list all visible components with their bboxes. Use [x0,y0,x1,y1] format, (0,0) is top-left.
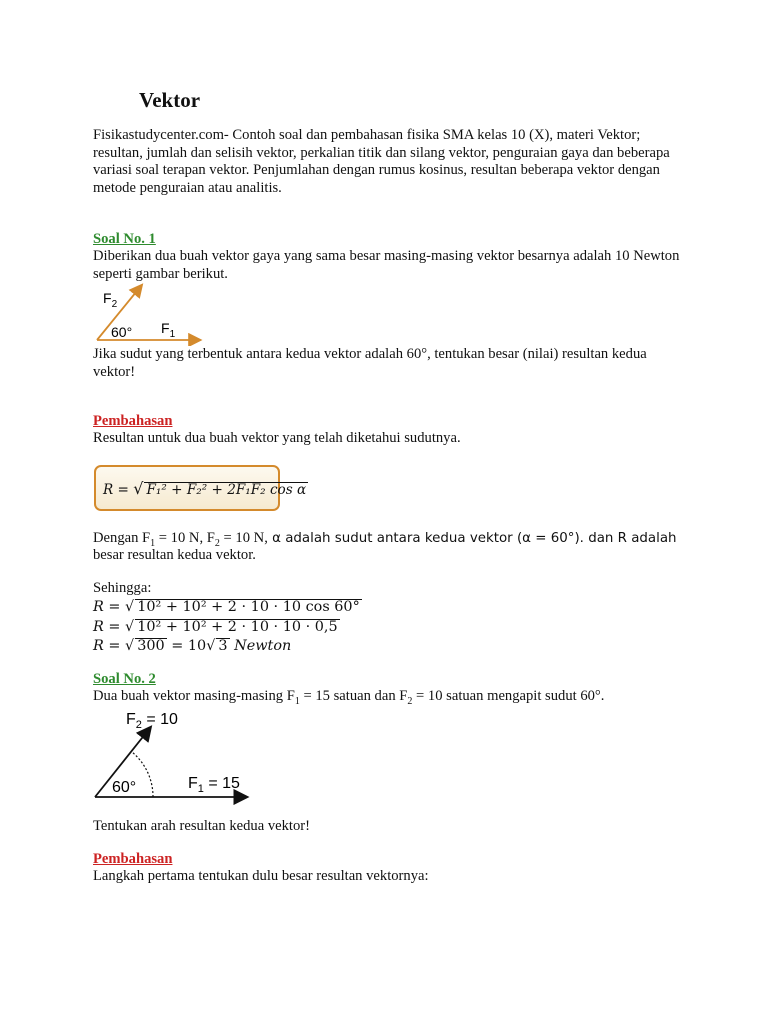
sehingga-label: Sehingga: [93,580,152,596]
calc-line-3: R = √ 300 = 10√ 3 Newton [93,638,292,654]
soal-2-vector-diagram [92,706,262,806]
calc-line-2: R = √ 10² + 10² + 2 · 10 · 10 · 0,5 [93,619,338,635]
angle-label: 60° [112,779,137,796]
f1-label: $F_1 = 15$ [188,775,240,795]
calc-line-1: R = √ 10² + 10² + 2 · 10 · 10 cos 60° [93,599,360,615]
f2-label: $F_2 = 10$ [126,711,178,731]
soal-2-heading: Soal No. 2 [93,671,156,687]
given-values-line: Dengan $F_1 = 10$ N, $F_2 = 10$ N, α adalah sudut antara kedua vektor (α = 60°). dan R adalah [93,530,677,549]
resultant-formula-box [94,465,307,511]
pembahasan-2-text: Langkah pertama tentukan dulu besar resultan vektornya: [93,868,429,884]
soal-1-text: Diberikan dua buah vektor gaya yang sama besar masing-masing vektor besarnya adalah 10 Newton seperti gambar berikut. [93,248,680,282]
resultant-formula: R = √ F₁² + F₂² + 2F₁F₂ cos α [103,479,307,498]
soal-1-heading: Soal No. 1 [93,231,156,247]
pembahasan-1-text: Resultan untuk dua buah vektor yang telah diketahui sudutnya. [93,430,461,446]
pembahasan-1-heading: Pembahasan [93,413,173,429]
given-values-line-2: besar resultan kedua vektor. [93,547,256,563]
intro-paragraph: Fisikastudycenter.com- Contoh soal dan pembahasan fisika SMA kelas 10 (X), materi Vektor; resultan, jumlah dan selisih vektor, perkalian titik dan silang vektor, penguraian gaya dan beberapa variasi soal terapan vektor. Penjumlahan dengan rumus kosinus, resultan beberapa vektor dengan metode penguraian atau analitis. [93,127,670,196]
soal-2-question: Tentukan arah resultan kedua vektor! [93,818,310,834]
soal-1-question: Jika sudut yang terbentuk antara kedua vektor adalah 60°, tentukan besar (nilai) resultan kedua vektor! [93,346,647,380]
angle-label: 60° [111,324,133,340]
pembahasan-2-heading: Pembahasan [93,851,173,867]
f1-label: $F_1$ [161,320,176,340]
f2-label: $F_2$ [103,290,118,310]
page-title: Vektor [139,88,201,112]
soal-1-vector-diagram [95,280,205,346]
soal-2-text: Dua buah vektor masing-masing $F_1 = 15$ satuan dan $F_2 = 10$ satuan mengapit sudut 60°. [93,688,605,707]
